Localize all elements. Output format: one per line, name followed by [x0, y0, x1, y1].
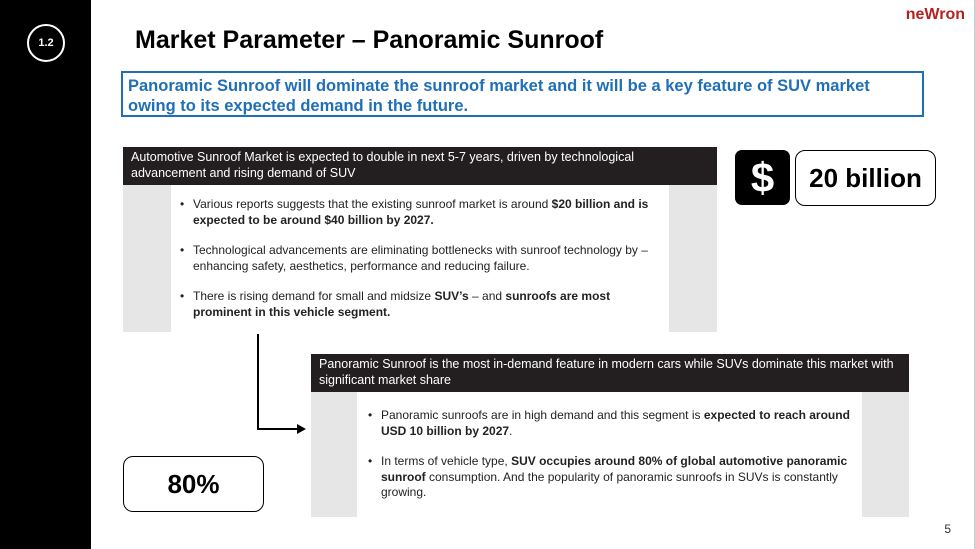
bullet-item — [178, 197, 664, 228]
page-number: 5 — [944, 522, 951, 536]
market-value-stat: 20 billion — [795, 150, 936, 206]
panoramic-demand-panel — [311, 392, 909, 517]
market-growth-panel — [123, 185, 717, 332]
bullet-text: SUV occupies around 80% of global automotive panoramic sunroof — [381, 454, 848, 484]
left-sidebar — [0, 0, 91, 549]
panoramic-demand-header: Panoramic Sunroof is the most in-demand feature in modern cars while SUVs dominate this market with significant market share — [311, 354, 909, 392]
highlight-statement: Panoramic Sunroof will dominate the sunroof market and it will be a key feature of SUV market owing to its expected demand in the future. — [121, 71, 924, 117]
slide-title: Market Parameter – Panoramic Sunroof — [135, 26, 604, 54]
bullet-text: $20 billion and is expected to be around $40 billion by 2027. — [193, 197, 649, 227]
bullet-text: sunroofs are most prominent in this vehicle segment. — [193, 289, 611, 319]
bullet-text: SUV’s — [434, 289, 469, 303]
bullet-text: expected to reach around USD 10 billion by 2027 — [381, 408, 850, 438]
bullet-item — [366, 454, 856, 501]
bullet-text: Various reports suggests that the existing sunroof market is around — [193, 197, 552, 211]
bullet-text: Panoramic sunroofs are in high demand and this segment is — [381, 408, 704, 422]
bullet-text: – and — [468, 289, 506, 303]
bullet-item — [178, 243, 664, 274]
arrow-right-icon — [297, 424, 306, 434]
panoramic-demand-bullets — [366, 408, 856, 516]
bullet-text: In terms of vehicle type, — [381, 454, 512, 468]
brand-logo: neWron — [905, 6, 965, 23]
connector-line-vertical — [257, 334, 259, 430]
market-growth-header: Automotive Sunroof Market is expected to double in next 5-7 years, driven by technological advancement and rising demand of SUV — [123, 147, 717, 185]
dollar-icon: $ — [735, 150, 790, 205]
bullet-text: consumption. And the popularity of panoramic sunroofs in SUVs is constantly growing. — [381, 469, 838, 499]
bullet-text: . — [509, 423, 513, 438]
bullet-text: There is rising demand for small and midsize — [193, 289, 435, 303]
connector-line-horizontal — [257, 428, 299, 430]
section-number-badge: 1.2 — [27, 24, 65, 62]
bullet-item — [178, 289, 664, 320]
bullet-text: Technological advancements are eliminating bottlenecks with sunroof technology by – enhancing safety, aesthetics, performance and reducing failure. — [193, 243, 648, 273]
suv-share-stat: 80% — [123, 456, 264, 512]
bullet-item — [366, 408, 856, 439]
market-growth-bullets — [178, 197, 664, 335]
